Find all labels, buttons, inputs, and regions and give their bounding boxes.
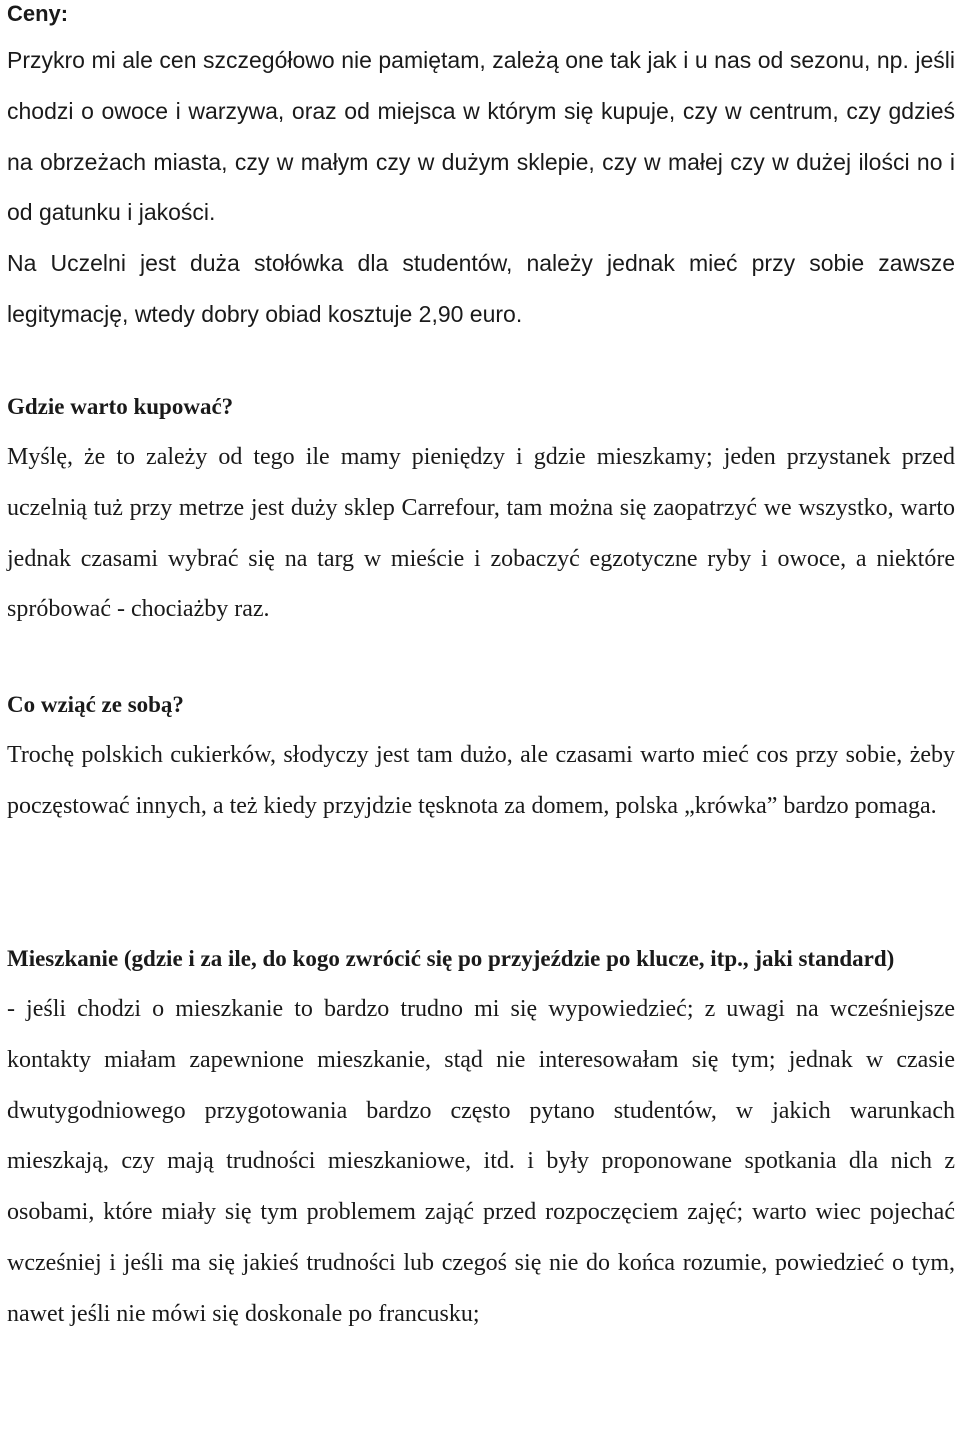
- where-to-buy-heading: Gdzie warto kupować?: [7, 394, 234, 419]
- section-housing: [7, 934, 955, 1340]
- prices-paragraph-2: Na Uczelni jest duża stołówka dla studentów, należy jednak mieć przy sobie zawsze legitymację, wtedy dobry obiad kosztuje 2,90 euro.: [7, 250, 955, 327]
- housing-paragraph: - jeśli chodzi o mieszkanie to bardzo trudno mi się wypowiedzieć; z uwagi na wcześniejsze kontakty miałam zapewnione mieszkanie, stąd nie interesowałam się tym; jednak w czasie dwutygodniowego przygotowania bardzo często pytano studentów, w jakich warunkach mieszkają, czy mają trudności mieszkaniowe, itd. i były proponowane spotkania dla nich z osobami, które miały się tym problemem zająć przed rozpoczęciem zajęć; warto wiec pojechać wcześniej i jeśli ma się jakieś trudności lub czegoś się nie do końca rozumie, powiedzieć o tym, nawet jeśli nie mówi się doskonale po francusku;: [7, 996, 955, 1327]
- what-to-take-paragraph: Trochę polskich cukierków, słodyczy jest tam dużo, ale czasami warto mieć cos przy sobie, żeby poczęstować innych, a też kiedy przyjdzie tęsknota za domem, polska „krówka” bardzo pomaga.: [7, 742, 955, 819]
- section-prices: [7, 0, 955, 340]
- what-to-take-heading: Co wziąć ze sobą?: [7, 692, 184, 717]
- where-to-buy-paragraph: Myślę, że to zależy od tego ile mamy pieniędzy i gdzie mieszkamy; jeden przystanek przed uczelnią tuż przy metrze jest duży sklep Carrefour, tam można się zaopatrzyć we wszystko, warto jednak czasami wybrać się na targ w mieście i zobaczyć egzotyczne ryby i owoce, a niektóre spróbować - chociażby raz.: [7, 444, 955, 623]
- prices-paragraph-1: Przykro mi ale cen szczegółowo nie pamiętam, zależą one tak jak i u nas od sezonu, np. jeśli chodzi o owoce i warzywa, oraz od miejsca w którym się kupuje, czy w centrum, czy gdzieś na obrzeżach miasta, czy w małym czy w dużym sklepie, czy w małej czy w dużej ilości no i od gatunku i jakości.: [7, 47, 955, 226]
- housing-heading: Mieszkanie (gdzie i za ile, do kogo zwrócić się po przyjeździe po klucze, itp., jaki standard): [7, 946, 895, 971]
- prices-heading: Ceny:: [7, 1, 69, 26]
- section-what-to-take: [7, 680, 955, 832]
- section-where-to-buy: [7, 382, 955, 635]
